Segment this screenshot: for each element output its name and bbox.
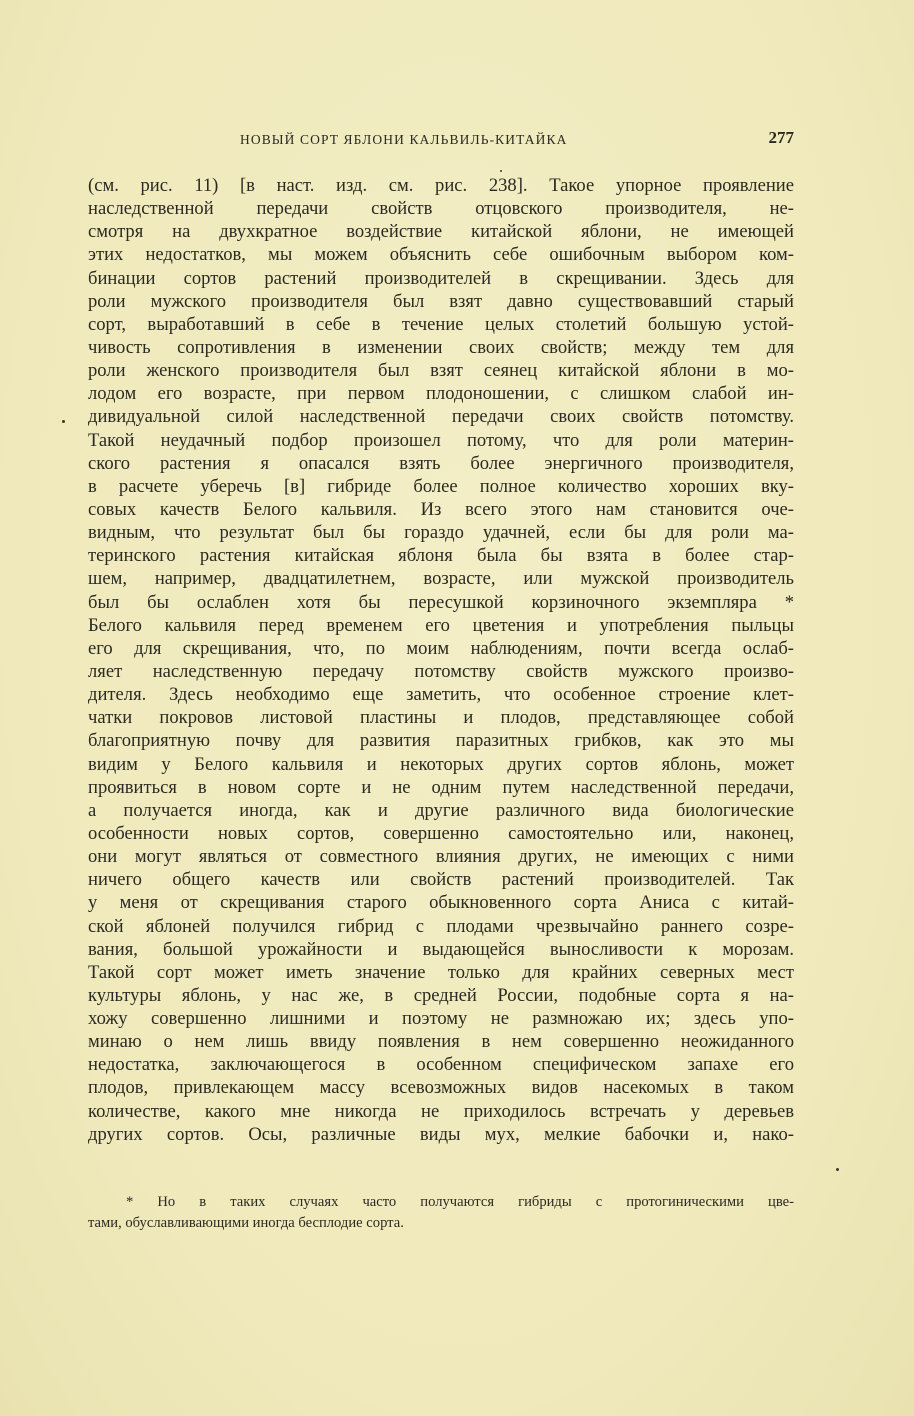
- body-line: других сортов. Осы, различные виды мух, мелкие бабочки и, нако-: [88, 1123, 794, 1145]
- body-line: хожу совершенно лишними и поэтому не размножаю их; здесь упо-: [88, 1008, 794, 1030]
- body-line: количестве, какого мне никогда не приходилось встречать у деревьев: [88, 1100, 794, 1122]
- body-line: вания, большой урожайности и выдающейся выносливости к морозам.: [88, 938, 794, 960]
- body-text: [88, 174, 794, 1146]
- body-line: ского растения я опасался взять более энергичного производителя,: [88, 452, 794, 474]
- footnote: [88, 1192, 794, 1234]
- footnote-line: * Но в таких случаях часто получаются гибриды с протогиническими цве-: [126, 1194, 794, 1210]
- page-number: 277: [768, 128, 794, 147]
- body-line: ляет наследственную передачу потомству свойств мужского произво-: [88, 660, 794, 682]
- body-line: а получается иногда, как и другие различного вида биологические: [88, 799, 794, 821]
- body-line: лодом его возрасте, при первом плодоношении, с слишком слабой ин-: [88, 383, 794, 405]
- body-line: культуры яблонь, у нас же, в средней России, подобные сорта я на-: [88, 984, 794, 1006]
- body-line: у меня от скрещивания старого обыкновенного сорта Аниса с китай-: [88, 892, 794, 914]
- body-line: Такой неудачный подбор произошел потому, что для роли материн-: [88, 429, 794, 451]
- body-line: ничего общего качеств или свойств растений производителей. Так: [88, 869, 794, 891]
- print-speck: [62, 420, 65, 423]
- body-line: видным, что результат был бы гораздо удачней, если бы для роли ма-: [88, 522, 794, 544]
- body-line: смотря на двухкратное воздействие китайской яблони, не имеющей: [88, 221, 794, 243]
- running-head: [88, 128, 794, 154]
- body-line: роли мужского производителя был взят давно существовавший старый: [88, 290, 794, 312]
- body-line: чатки покровов листовой пластины и плодов, представляющее собой: [88, 707, 794, 729]
- body-line: был бы ослаблен хотя бы пересушкой корзиночного экземпляра *: [88, 591, 794, 613]
- body-line: шем, например, двадцатилетнем, возрасте, или мужской производитель: [88, 568, 794, 590]
- body-line: Такой сорт может иметь значение только для крайних северных мест: [88, 961, 794, 983]
- body-line: видим у Белого кальвиля и некоторых других сортов яблонь, может: [88, 753, 794, 775]
- print-speck: [836, 1168, 839, 1171]
- body-line: в расчете уберечь [в] гибриде более полное количество хороших вку-: [88, 475, 794, 497]
- body-line: сорт, выработавший в себе в течение целых столетий большую устой-: [88, 313, 794, 335]
- body-line: дивидуальной силой наследственной передачи своих свойств потомству.: [88, 406, 794, 428]
- body-line: минаю о нем лишь ввиду появления в нем совершенно неожиданного: [88, 1031, 794, 1053]
- body-line: особенности новых сортов, совершенно самостоятельно или, наконец,: [88, 822, 794, 844]
- body-line: плодов, привлекающем массу всевозможных видов насекомых в таком: [88, 1077, 794, 1099]
- footnote-line: тами, обуславливающими иногда бесплодие сорта.: [88, 1215, 404, 1231]
- body-line: проявиться в новом сорте и не одним путем наследственной передачи,: [88, 776, 794, 798]
- body-line: бинации сортов растений производителей в скрещивании. Здесь для: [88, 267, 794, 289]
- body-line: роли женского производителя был взят сеянец китайской яблони в мо-: [88, 360, 794, 382]
- body-line: совых качеств Белого кальвиля. Из всего этого нам становится оче-: [88, 498, 794, 520]
- body-line: недостатка, заключающегося в особенном специфическом запахе его: [88, 1054, 794, 1076]
- body-line: этих недостатков, мы можем объяснить себе ошибочным выбором ком-: [88, 244, 794, 266]
- body-line: наследственной передачи свойств отцовского производителя, не-: [88, 198, 794, 220]
- body-line: благоприятную почву для развития паразитных грибков, как это мы: [88, 730, 794, 752]
- body-line: ской яблоней получился гибрид с плодами чрезвычайно раннего созре-: [88, 915, 794, 937]
- running-title: НОВЫЙ СОРТ ЯБЛОНИ КАЛЬВИЛЬ-КИТАЙКА: [240, 132, 568, 147]
- body-line: его для скрещивания, что, по моим наблюдениям, почти всегда ослаб-: [88, 637, 794, 659]
- body-line: теринского растения китайская яблоня была бы взята в более стар-: [88, 545, 794, 567]
- body-line: дителя. Здесь необходимо еще заметить, что особенное строение клет-: [88, 684, 794, 706]
- print-speck: [500, 170, 502, 172]
- body-line: (см. рис. 11) [в наст. изд. см. рис. 238]. Такое упорное проявление: [88, 175, 794, 196]
- body-line: чивость сопротивления в изменении своих свойств; между тем для: [88, 336, 794, 358]
- body-line: Белого кальвиля перед временем его цветения и употребления пыльцы: [88, 614, 794, 636]
- body-line: они могут являться от совместного влияния других, не имеющих с ними: [88, 846, 794, 868]
